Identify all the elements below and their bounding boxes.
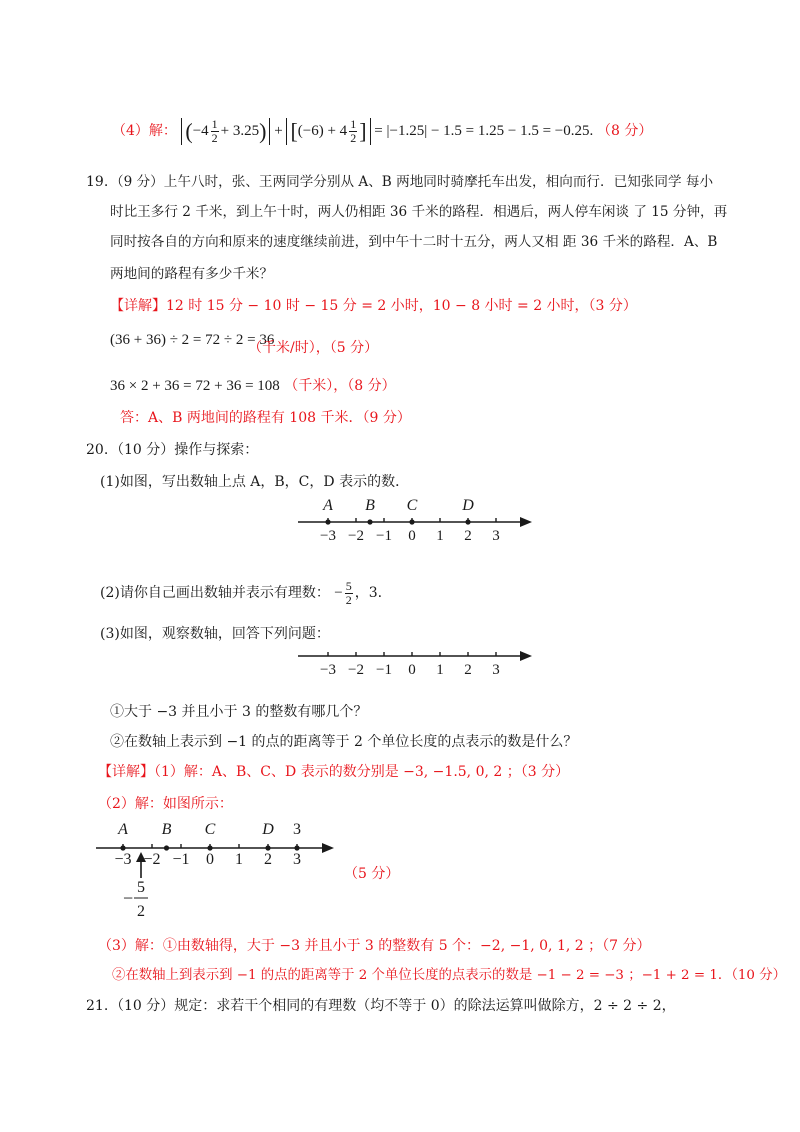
frac-denominator: 2 [137, 903, 145, 920]
q18-expression: (−4 $\frac{1}{2}$ + 3.25) + [(−6) + 4 $\frac{1}{2}$ ] = |−1.25| − 1.5 = 1.25 − 1.5 = −0.25. [181, 123, 597, 139]
q19-answer-1: 【详解】12 时 15 分 − 10 时 − 15 分 = 2 小时，10 − 8 小时 = 2 小时，（3 分） [110, 298, 637, 314]
svg-text:−: − [123, 888, 134, 908]
point-label-D: D [262, 821, 274, 838]
tick-label: −2 [348, 662, 364, 678]
point-dot [325, 519, 330, 524]
q18-label: （4）解： [112, 122, 177, 139]
q20-question-b: ②在数轴上表示到 −1 的点的距离等于 2 个单位长度的点表示的数是什么？ [110, 734, 578, 750]
q20-part3: (3)如图，观察数轴，回答下列问题： [100, 626, 330, 642]
point-label-B: B [365, 497, 375, 514]
point-dot [294, 845, 299, 850]
point-label-C: C [406, 497, 418, 514]
point-dot [465, 519, 470, 524]
tick-label: 3 [492, 662, 500, 678]
tick-label: 3 [293, 851, 301, 868]
point-dot [164, 845, 169, 850]
q19-answer-4: 答：A、B 两地间的路程有 108 千米．（9 分） [120, 410, 411, 426]
tick-label: 0 [408, 528, 416, 544]
q20-title: （10 分）操作与探索： [110, 442, 259, 458]
frac-numerator: 5 [137, 879, 145, 896]
q19-number: 19. [86, 174, 109, 190]
tick-label: 3 [492, 528, 500, 544]
q19-line-1: （9 分）上午八时，张、王两同学分别从 A、B 两地同时骑摩托车出发，相向而行．已知张同学 每小 [110, 174, 714, 190]
q20-question-a: ①大于 −3 并且小于 3 的整数有哪几个？ [110, 704, 368, 720]
tick-label: −2 [348, 528, 364, 544]
point-dot [265, 845, 270, 850]
q20-answer-2-score: （5 分） [344, 866, 400, 882]
q20-answer-1: 【详解】（1）解：A、B、C、D 表示的数分别是 −3, −1.5, 0, 2 ；（3 分） [98, 764, 570, 780]
tick-label: −3 [320, 528, 336, 544]
tick-label: 0 [408, 662, 416, 678]
axis-2 [298, 651, 532, 661]
tick-label: −2 [143, 851, 161, 868]
point-label-A: A [323, 497, 333, 514]
q21-text: （10 分）规定：求若干个相同的有理数（均不等于 0）的除法运算叫做除方，2 ÷ 2 ÷ 2， [110, 998, 676, 1014]
q19-answer-2: (36 + 36) ÷ 2 = 72 ÷ 2 = 36 [110, 332, 275, 348]
point-dot [207, 845, 212, 850]
q19-answer-2-unit: （千米/时），（5 分） [248, 340, 379, 356]
q21-number: 21. [86, 998, 109, 1014]
q20-number: 20. [86, 442, 109, 458]
point-dot [120, 845, 125, 850]
point-dot [367, 519, 372, 524]
point-label-D: D [462, 497, 474, 514]
point-label-3: 3 [293, 821, 301, 838]
tick-label: −1 [172, 851, 190, 868]
q18-score: （8 分） [597, 122, 653, 139]
q20-part2: (2)请你自己画出数轴并表示有理数： − $\frac{5}{2}$ ，3. [100, 579, 383, 608]
q19-line-3: 同时按各自的方向和原来的速度继续前进，到中午十二时十五分，两人又相 距 36 千米的路程．A、B [110, 234, 718, 250]
number-line-1 [292, 496, 552, 546]
point-label-C: C [204, 821, 216, 838]
tick-label: 2 [264, 851, 272, 868]
point-label-A: A [118, 821, 128, 838]
number-line-answer [90, 814, 350, 924]
tick-label: 2 [464, 528, 472, 544]
q20-answer-4: ②在数轴上到表示到 −1 的点的距离等于 2 个单位长度的点表示的数是 −1 − 2 = −3 ；−1 + 2 = 1．（10 分） [112, 968, 786, 983]
tick-label: 2 [464, 662, 472, 678]
tick-label: −3 [320, 662, 336, 678]
tick-label: 1 [235, 851, 243, 868]
tick-label: 1 [436, 528, 444, 544]
q19-answer-3: 36 × 2 + 36 = 72 + 36 = 108 （千米），（8 分） [110, 378, 396, 394]
q19-line-4: 两地间的路程有多少千米？ [110, 266, 274, 282]
tick-label: −3 [114, 851, 132, 868]
q19-line-2: 时比王多行 2 千米，到上午十时，两人仍相距 36 千米的路程．相遇后，两人停车闲谈 了 15 分钟，再 [110, 204, 728, 220]
tick-label: 1 [436, 662, 444, 678]
point-label-B: B [161, 821, 172, 838]
number-line-2 [292, 642, 552, 682]
point-dot [409, 519, 414, 524]
q18-part4 [112, 118, 652, 145]
q20-answer-2: （2）解：如图所示： [98, 796, 233, 812]
tick-label: −1 [376, 662, 392, 678]
tick-label: −1 [376, 528, 392, 544]
q20-answer-3: （3）解：①由数轴得，大于 −3 并且小于 3 的整数有 5 个：−2, −1, 0, 1, 2 ；（7 分） [98, 938, 651, 954]
tick-label: 0 [206, 851, 214, 868]
q20-part1: (1)如图，写出数轴上点 A，B，C，D 表示的数． [100, 474, 410, 490]
axis-1 [298, 517, 532, 527]
